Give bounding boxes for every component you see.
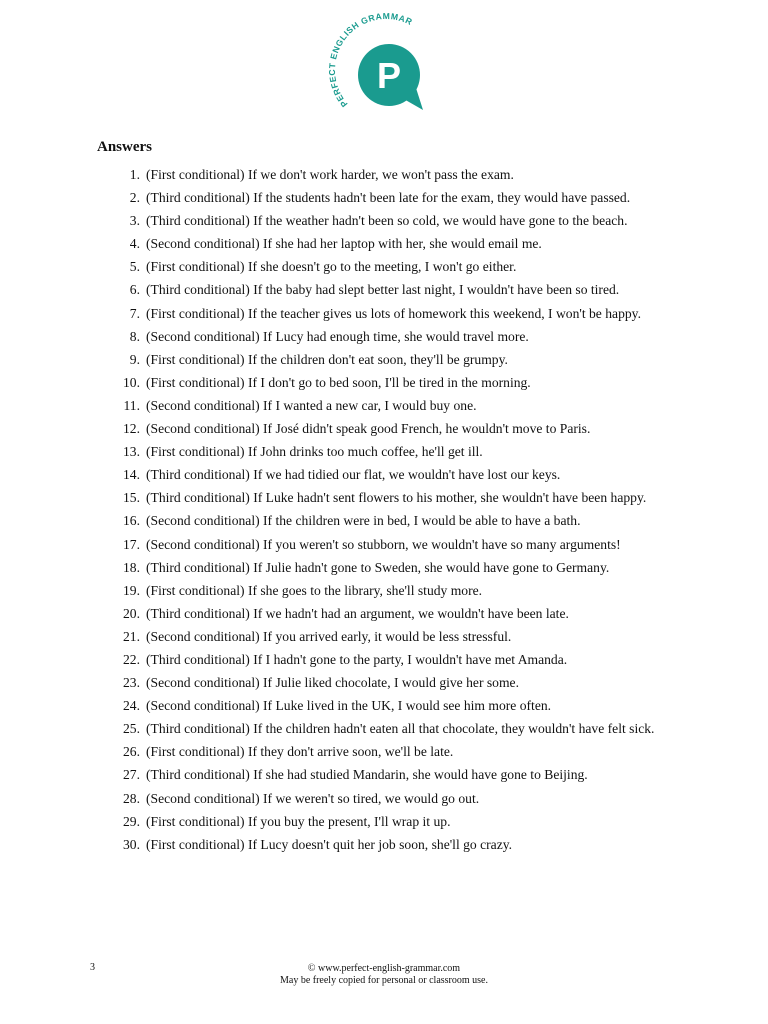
answer-number: 22. — [123, 651, 140, 667]
answer-item — [112, 417, 687, 440]
answer-item — [112, 232, 687, 255]
logo-graphic — [326, 12, 436, 116]
answer-number: 1. — [129, 167, 140, 182]
answers-heading: Answers — [97, 139, 152, 155]
answer-item — [112, 348, 687, 371]
perfect-english-grammar-logo — [326, 12, 436, 116]
answer-number: 4. — [129, 236, 140, 252]
answer-item — [112, 556, 687, 579]
logo-arc-text: PERFECT ENGLISH GRAMMAR — [326, 12, 415, 110]
answer-number: 11. — [123, 397, 140, 413]
answer-text: (Third conditional) If I hadn't gone to the party, I wouldn't have met Amanda. — [146, 651, 568, 667]
answer-text: (Second conditional) If the children were in bed, I would be able to have a bath. — [146, 513, 581, 529]
answer-text: (Second conditional) If you arrived early, it would be less stressful. — [146, 628, 512, 644]
answer-number: 8. — [129, 328, 140, 344]
answer-number: 17. — [123, 536, 140, 552]
answer-item — [112, 717, 687, 740]
answer-text: (Third conditional) If Luke hadn't sent flowers to his mother, she wouldn't have been happy. — [146, 490, 647, 506]
copyright-text: © www.perfect-english-grammar.com — [307, 963, 461, 974]
answer-item — [112, 278, 687, 301]
answer-text: (Second conditional) If she had her laptop with her, she would email me. — [146, 236, 542, 252]
answer-text: (Second conditional) If José didn't speak good French, he wouldn't move to Paris. — [146, 421, 591, 437]
answer-number: 25. — [123, 721, 140, 737]
answer-text: (Third conditional) If Julie hadn't gone to Sweden, she would have gone to Germany. — [146, 559, 610, 575]
answer-number: 27. — [123, 767, 140, 783]
answer-number: 28. — [123, 790, 140, 806]
answer-text: (Third conditional) If she had studied Mandarin, she would have gone to Beijing. — [146, 767, 588, 783]
answer-text: (Third conditional) If we hadn't had an argument, we wouldn't have been late. — [146, 605, 569, 621]
answer-item — [112, 648, 687, 671]
answer-item — [112, 787, 687, 810]
answer-text: (First conditional) If you buy the present, I'll wrap it up. — [146, 813, 451, 829]
answer-number: 7. — [129, 305, 140, 321]
answer-item — [112, 833, 687, 856]
answer-number: 6. — [129, 282, 140, 298]
answer-text: (Second conditional) If we weren't so tired, we would go out. — [146, 790, 480, 806]
answer-text: (First conditional) If the teacher gives us lots of homework this weekend, I won't be happy. — [146, 305, 641, 321]
answer-item — [112, 440, 687, 463]
answer-number: 16. — [123, 513, 140, 529]
answer-number: 24. — [123, 698, 140, 714]
answer-number: 18. — [123, 559, 140, 575]
answer-item — [112, 625, 687, 648]
answer-number: 5. — [129, 259, 140, 275]
answer-text: (First conditional) If she goes to the library, she'll study more. — [146, 582, 483, 598]
answer-item — [112, 533, 687, 556]
answer-item — [112, 186, 687, 209]
answer-item — [112, 394, 687, 417]
answer-item — [112, 602, 687, 625]
answer-number: 19. — [123, 582, 140, 598]
answer-number: 12. — [123, 421, 140, 437]
answer-item — [112, 371, 687, 394]
answer-number: 15. — [123, 490, 140, 506]
answer-item — [112, 810, 687, 833]
answer-text: (Second conditional) If you weren't so stubborn, we wouldn't have so many arguments! — [146, 536, 621, 552]
answer-number: 30. — [123, 836, 140, 852]
answer-number: 14. — [123, 467, 140, 483]
answer-text: (Third conditional) If the weather hadn't been so cold, we would have gone to the beach. — [146, 213, 628, 229]
answer-text: (First conditional) If she doesn't go to the meeting, I won't go either. — [146, 259, 517, 275]
answer-number: 10. — [123, 374, 140, 390]
page-number: 3 — [90, 962, 95, 973]
answer-text: (First conditional) If I don't go to bed soon, I'll be tired in the morning. — [146, 374, 531, 390]
answer-text: (Second conditional) If I wanted a new car, I would buy one. — [146, 397, 477, 413]
answer-text: (Third conditional) If the students hadn't been late for the exam, they would have passed. — [146, 190, 631, 206]
logo-letter: P — [376, 55, 402, 96]
answer-number: 2. — [129, 190, 140, 206]
answer-text: (First conditional) If the children don't eat soon, they'll be grumpy. — [146, 351, 508, 367]
answer-text: (Second conditional) If Luke lived in the UK, I would see him more often. — [146, 698, 552, 714]
answer-text: (Second conditional) If Lucy had enough time, she would travel more. — [146, 328, 529, 344]
answer-item — [112, 486, 687, 509]
answer-item — [112, 463, 687, 486]
answer-number: 20. — [123, 605, 140, 621]
answer-text: (First conditional) If John drinks too much coffee, he'll get ill. — [146, 444, 483, 460]
answer-item — [112, 763, 687, 786]
answer-number: 26. — [123, 744, 140, 760]
answer-text: (Third conditional) If the baby had slept better last night, I wouldn't have been so tired. — [146, 282, 620, 298]
answer-number: 29. — [123, 813, 140, 829]
answer-item — [112, 579, 687, 602]
answer-item — [112, 694, 687, 717]
answer-text: (Second conditional) If Julie liked chocolate, I would give her some. — [146, 675, 519, 691]
answer-number: 23. — [123, 675, 140, 691]
answer-item — [112, 255, 687, 278]
answer-item — [112, 740, 687, 763]
answer-item — [112, 163, 687, 186]
answer-number: 9. — [129, 351, 140, 367]
answer-item — [112, 302, 687, 325]
answer-number: 13. — [123, 444, 140, 460]
answer-text: (First conditional) If they don't arrive soon, we'll be late. — [146, 744, 454, 760]
answer-item — [112, 325, 687, 348]
answers-list — [112, 163, 687, 856]
answer-item — [112, 671, 687, 694]
license-text: May be freely copied for personal or classroom use. — [280, 975, 488, 986]
answer-number: 21. — [123, 628, 140, 644]
answer-text: (First conditional) If we don't work harder, we won't pass the exam. — [146, 167, 514, 182]
answer-text: (Third conditional) If the children hadn't eaten all that chocolate, they wouldn't have felt sick. — [146, 721, 655, 737]
answer-item — [112, 209, 687, 232]
answer-text: (First conditional) If Lucy doesn't quit her job soon, she'll go crazy. — [146, 836, 513, 852]
footer — [0, 963, 768, 987]
answer-number: 3. — [129, 213, 140, 229]
answer-text: (Third conditional) If we had tidied our flat, we wouldn't have lost our keys. — [146, 467, 561, 483]
answer-item — [112, 509, 687, 532]
